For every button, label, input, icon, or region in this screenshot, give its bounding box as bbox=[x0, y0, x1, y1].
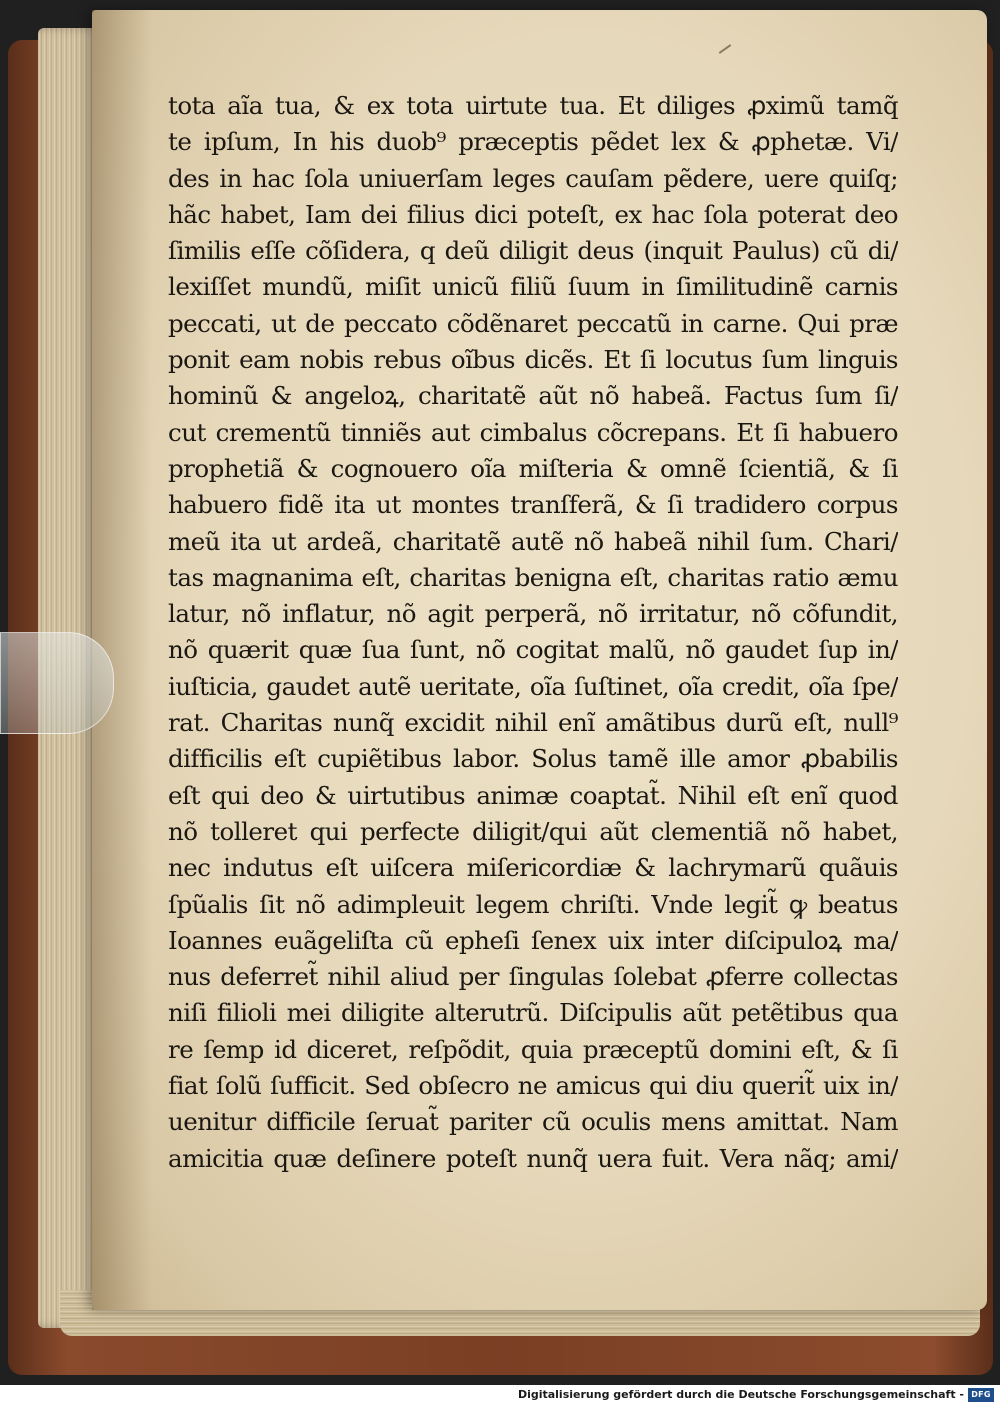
digitization-credit: Digitalisierung gefördert durch die Deutsche Forschungsgemeinschaft - bbox=[517, 1388, 964, 1401]
text-line: nõ tolleret qui perfecte diligit/qui aũt clementiã nõ habet, bbox=[168, 816, 898, 846]
text-line: cut crementũ tinniẽs aut cimbalus cõcrepans. Et ſi habuero bbox=[168, 417, 898, 447]
text-line: prophetiã & cognouero oĩa miſteria & omnẽ ſcientiã, & ſi bbox=[168, 453, 898, 483]
text-line: peccati, ut de peccato cõdẽnaret peccatũ in carne. Qui præ bbox=[168, 308, 898, 338]
text-line: habuero fidẽ ita ut montes tranſferã, & ſi tradidero corpus bbox=[168, 490, 898, 520]
text-line: re ſemp id diceret, reſpõdit, quia præceptũ domini eſt, & ſi bbox=[168, 1034, 898, 1064]
text-line: eſt qui deo & uirtutibus animæ coaptat̃. Nihil eſt enĩ quod bbox=[168, 780, 898, 810]
text-line: tota aĩa tua, & ex tota uirtute tua. Et diliges ꝓximũ tamq̃ bbox=[168, 91, 898, 120]
footer-bar bbox=[0, 1385, 1000, 1405]
book-clip bbox=[0, 632, 114, 734]
text-line: hominũ & angeloꝝ, charitatẽ aũt nõ habeã. Factus ſum ſi/ bbox=[168, 381, 898, 411]
text-line: latur, nõ inflatur, nõ agit perperã, nõ irritatur, nõ cõfundit, bbox=[168, 599, 898, 629]
text-line: nec indutus eſt uiſcera miſericordiæ & lachrymarũ quãuis bbox=[168, 853, 898, 883]
page-text bbox=[168, 88, 898, 1177]
text-line: uenitur difficile ſeruat̃ pariter cũ oculis mens amittat. Nam bbox=[168, 1107, 898, 1137]
text-line: iuſticia, gaudet autẽ ueritate, oĩa ſuſtinet, oĩa credit, oĩa ſpe/ bbox=[168, 671, 898, 701]
text-line: meũ ita ut ardeã, charitatẽ autẽ nõ habeã nihil ſum. Chari/ bbox=[168, 526, 898, 556]
text-line: des in hac ſola uniuerſam leges cauſam pẽdere, uere quiſq; bbox=[168, 163, 898, 193]
text-line: ſimilis eſſe cõſidera, q deũ diligit deus (inquit Paulus) cũ di/ bbox=[168, 236, 898, 266]
text-line: tas magnanima eſt, charitas benigna eſt, charitas ratio æmu bbox=[168, 562, 898, 592]
text-line: ſpũalis ſit nõ adimpleuit legem chriſti. Vnde legit̃ ꝙ beatus bbox=[168, 889, 898, 919]
text-line: amicitia quæ deſinere poteſt nunq̃ uera fuit. Vera nãq; ami/ bbox=[168, 1143, 898, 1173]
text-line: nus deferret̃ nihil aliud per ſingulas ſolebat ꝓferre collectas bbox=[168, 962, 898, 992]
text-line: ponit eam nobis rebus oĩbus dicẽs. Et ſi locutus ſum linguis bbox=[168, 345, 898, 375]
text-line: lexiſſet mundũ, miſit unicũ filiũ ſuum in ſimilitudinẽ carnis bbox=[168, 272, 898, 302]
text-line: difficilis eſt cupiẽtibus labor. Solus tamẽ ille amor ꝓbabilis bbox=[168, 744, 898, 774]
text-line: niſi filioli mei diligite alterutrũ. Diſcipulis aũt petẽtibus qua bbox=[168, 998, 898, 1028]
text-line: fiat ſolũ ſufficit. Sed obſecro ne amicus qui diu querit̃ uix in/ bbox=[168, 1071, 898, 1101]
text-line: Ioannes euãgeliſta cũ epheſi ſenex uix inter diſcipuloꝝ ma/ bbox=[168, 925, 898, 955]
text-line: rat. Charitas nunq̃ excidit nihil enĩ amãtibus durũ eſt, null⁹ bbox=[168, 708, 898, 738]
text-line: nõ quærit quæ ſua ſunt, nõ cogitat malũ, nõ gaudet ſup in/ bbox=[168, 635, 898, 665]
text-line: te ipſum, In his duob⁹ præceptis pẽdet lex & ꝓphetæ. Vi/ bbox=[168, 127, 898, 157]
text-line: hãc habet, Iam dei filius dici poteſt, ex hac ſola poterat deo bbox=[168, 199, 898, 229]
dfg-logo: DFG bbox=[968, 1388, 994, 1402]
